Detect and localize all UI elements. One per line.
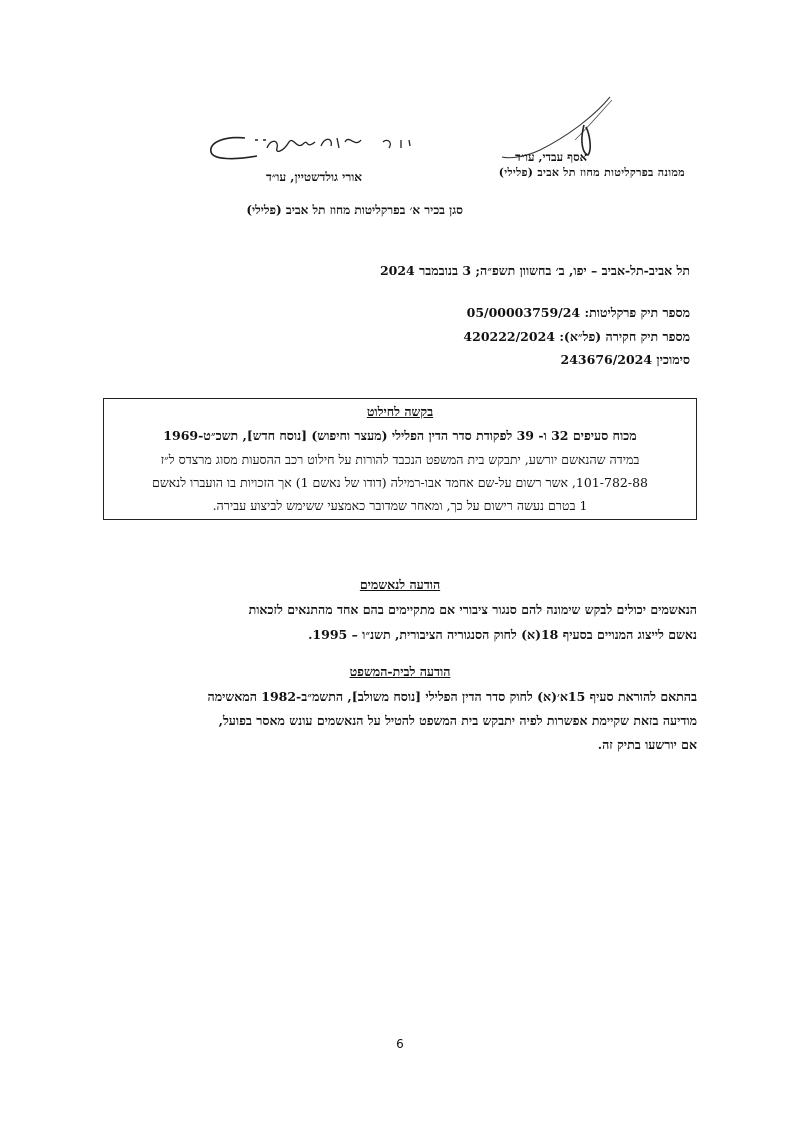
notice-to-defendants-line-1: הנאשמים יכולים לבקש שימונה להם סנגור ציבורי אם מתקיימים בהם אחד מהתנאים לזכאות: [248, 602, 697, 617]
right-signer-title: ממונה בפרקליטות מחוז תל אביב (פלילי): [498, 166, 685, 179]
left-signer-name: אורי גולדשטיין, עו״ד: [265, 170, 362, 184]
notice-to-defendants-line-2: נאשם לייצוג המנויים בסעיף 18(א) לחוק הסנגוריה הציבורית, תשנ״ו – 1995.: [308, 627, 697, 642]
date-line: תל אביב-תל-אביב – יפו, ב׳ בחשוון תשפ״ה; 3 בנובמבר 2024: [379, 263, 690, 278]
notice-to-court-line-1: בהתאם להוראת סעיף 15א׳(א) לחוק סדר הדין הפלילי [נוסח משולב], התשמ״ב-1982 המאשימה: [207, 689, 697, 704]
forfeiture-request-box: [103, 398, 697, 520]
reference-number: סימוכין 243676/2024: [560, 352, 690, 367]
prosecution-file-number: מספר תיק פרקליטות: 05/00003759/24: [466, 305, 690, 320]
notice-to-court-title: הודעה לבית-המשפט: [349, 664, 451, 679]
right-signer-name: אסף עבדי, עו״ד: [515, 150, 587, 164]
investigation-file-number: מספר תיק חקירה (פל״א): 420222/2024: [463, 329, 690, 344]
forfeiture-legal-basis: מכוח סעיפים 32 ו- 39 לפקודת סדר הדין הפלילי (מעצר וחיפוש) [נוסח חדש], תשכ״ט-1969: [163, 428, 637, 443]
forfeiture-line-3: 1 בטרם נעשה רישום על כך, ומאחר שמדובר כאמצעי ששימש לביצוע עבירה.: [212, 498, 588, 513]
notice-to-court-line-2: מודיעה בזאת שקיימת אפשרות לפיה יתבקש בית המשפט להטיל על הנאשמים עונש מאסר בפועל,: [218, 713, 697, 728]
notice-to-defendants-title: הודעה לנאשמים: [359, 577, 441, 592]
page-number: 6: [396, 1037, 404, 1051]
notice-to-court-line-3: אם יורשעו בתיק זה.: [597, 737, 697, 752]
forfeiture-line-2: 101-782-88, אשר רשום על-שם אחמד אבו-רמילה (דודו של נאשם 1) אך הזכויות בו הועברו לנאשם: [152, 475, 648, 490]
forfeiture-request-title: בקשה לחילוט: [366, 404, 434, 419]
left-signer-title: סגן בכיר א׳ בפרקליטות מחוז תל אביב (פלילי): [246, 203, 463, 217]
forfeiture-line-1: במידה שהנאשם יורשע, יתבקש בית המשפט הנכבד להורות על חילוט רכב ההסעות מסוג מרצדס ל״ז: [160, 452, 640, 467]
left-hand-signature: [205, 128, 415, 164]
